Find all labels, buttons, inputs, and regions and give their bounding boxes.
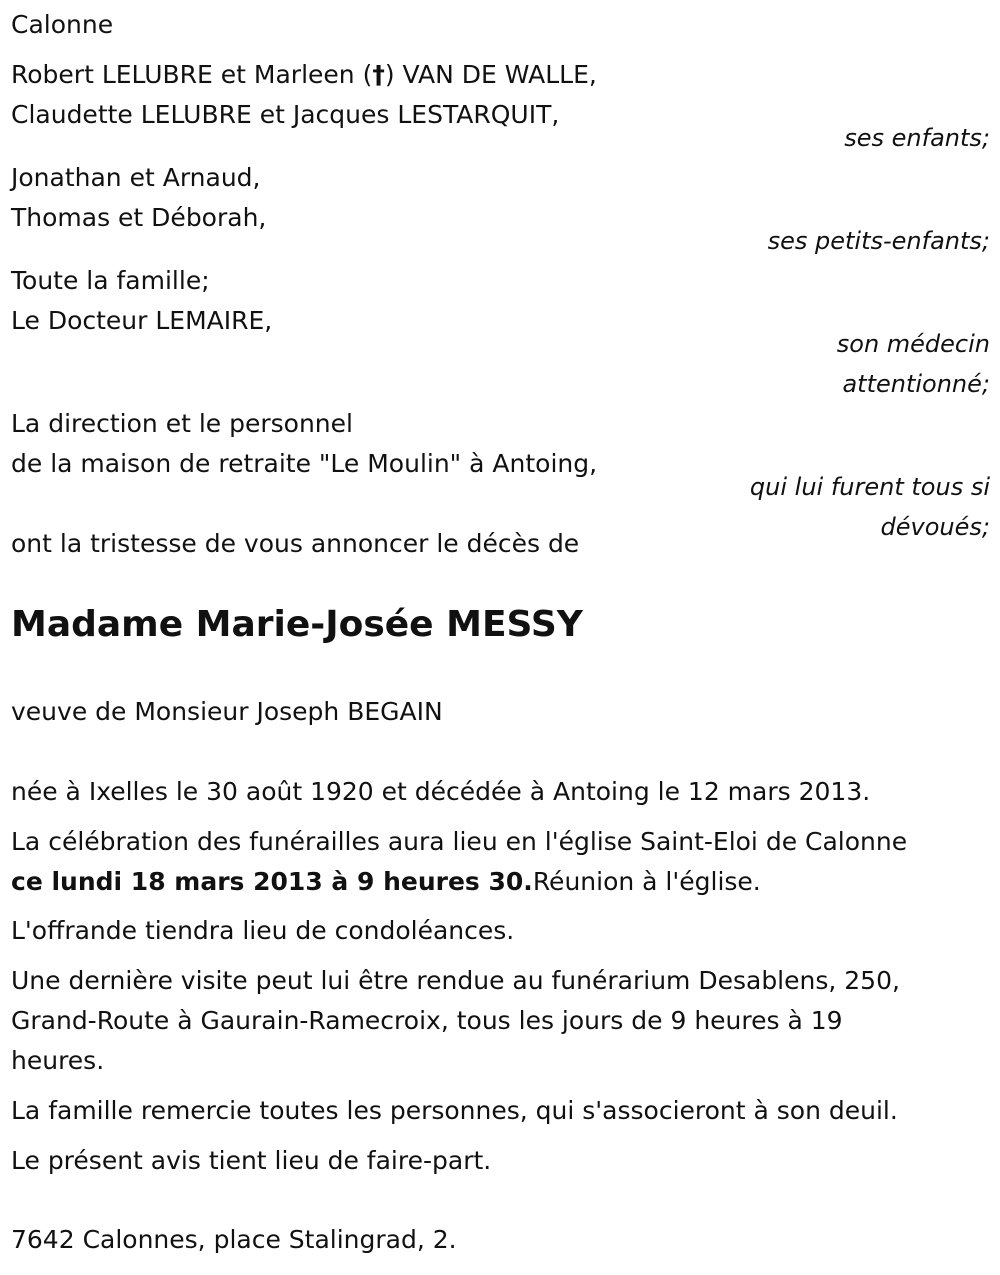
children-line-1 (11, 60, 597, 90)
retirement-home-role-line-1: qui lui furent tous si (749, 473, 990, 501)
visit-line-3: heures. (11, 1046, 105, 1075)
children-line-2: Claudette LELUBRE et Jacques LESTARQUIT, (11, 100, 560, 129)
family-line-1: Toute la famille; (11, 266, 210, 295)
thanks-text: La famille remercie toutes les personnes, qui s'associeront à son deuil. (11, 1096, 898, 1125)
grandchildren-line-2: Thomas et Déborah, (11, 203, 267, 232)
town-header: Calonne (11, 10, 114, 39)
ceremony-line-1: La célébration des funérailles aura lieu en l'église Saint-Eloi de Calonne (11, 827, 908, 856)
doctor-role-line-2: attentionné; (842, 370, 990, 398)
children-line-1-start: Robert LELUBRE et Marleen ( (11, 60, 373, 89)
retirement-home-line-2: de la maison de retraite "Le Moulin" à Antoing, (11, 449, 598, 478)
deceased-name: Madame Marie-Josée MESSY (11, 604, 583, 645)
doctor-role-line-1: son médecin (836, 330, 990, 358)
children-role: ses enfants; (844, 124, 990, 152)
announcement-text: ont la tristesse de vous annoncer le décès de (11, 529, 580, 558)
notice-text: Le présent avis tient lieu de faire-part. (11, 1146, 492, 1175)
retirement-home-line-1: La direction et le personnel (11, 409, 353, 438)
retirement-home-role-line-2: dévoués; (880, 513, 990, 541)
offering-text: L'offrande tiendra lieu de condoléances. (11, 916, 515, 945)
grandchildren-line-1: Jonathan et Arnaud, (11, 163, 261, 192)
ceremony-line-2 (11, 867, 761, 897)
grandchildren-role: ses petits-enfants; (767, 227, 990, 255)
children-line-1-end: ) VAN DE WALLE, (384, 60, 597, 89)
widow-of-text: veuve de Monsieur Joseph BEGAIN (11, 697, 443, 726)
doctor-line: Le Docteur LEMAIRE, (11, 306, 273, 335)
ceremony-date: ce lundi 18 mars 2013 à 9 heures 30. (11, 867, 533, 896)
visit-line-2: Grand-Route à Gaurain-Ramecroix, tous les jours de 9 heures à 19 (11, 1006, 843, 1035)
visit-line-1: Une dernière visite peut lui être rendue au funérarium Desablens, 250, (11, 966, 900, 995)
address-text: 7642 Calonnes, place Stalingrad, 2. (11, 1225, 457, 1254)
birth-death-text: née à Ixelles le 30 août 1920 et décédée à Antoing le 12 mars 2013. (11, 777, 871, 806)
ceremony-meeting: Réunion à l'église. (532, 867, 761, 896)
cross-icon: † (372, 60, 385, 89)
